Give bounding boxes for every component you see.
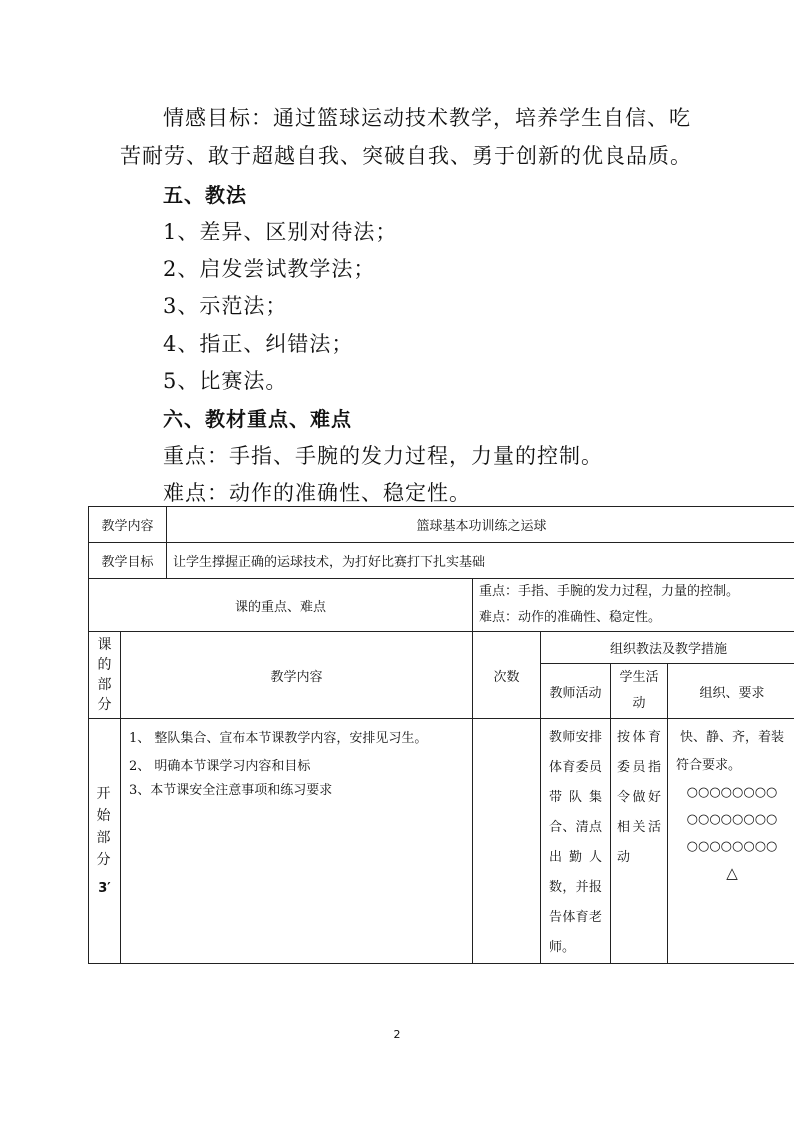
student-line: 相关活 — [617, 820, 662, 835]
goal-value: 让学生撑握正确的运球技术，为打好比赛打下扎实基础 — [173, 555, 486, 570]
key-point-paragraph: 重点：手指、手腕的发力过程，力量的控制。 — [163, 444, 603, 468]
teacher-position-icon: △ — [726, 864, 738, 882]
emotion-goal-line2: 苦耐劳、敢于超越自我、突破自我、勇于创新的优良品质。 — [120, 144, 692, 168]
teacher-header-cell — [541, 664, 611, 719]
teacher-line: 告体育老 — [549, 910, 603, 925]
requirement-line: 符合要求。 — [676, 758, 742, 773]
part-header: 课的部分 — [97, 637, 112, 713]
requirement-header: 组织、要求 — [699, 685, 765, 701]
times-value-cell — [473, 719, 541, 964]
teacher-line: 带队集 — [549, 790, 603, 805]
teacher-line: 数，并报 — [549, 880, 603, 895]
formation-row: ○○○○○○○○ — [686, 839, 778, 854]
emotion-goal-line1: 情感目标：通过篮球运动技术教学，培养学生自信、吃 — [163, 106, 691, 130]
part-name: 开始部分 — [96, 786, 111, 868]
key-diff-label-cell — [89, 579, 473, 632]
student-activity-cell — [611, 719, 668, 964]
teacher-header: 教师活动 — [549, 685, 602, 701]
student-line: 委员指 — [617, 760, 662, 775]
difficult-point-paragraph: 难点：动作的准确性、稳定性。 — [163, 481, 471, 505]
content-item: 2、 明确本节课学习内容和目标 — [129, 759, 311, 774]
content-label-cell — [89, 507, 167, 543]
teacher-line: 师。 — [549, 940, 576, 955]
part-name-cell — [89, 719, 121, 964]
requirement-header-cell — [668, 664, 794, 719]
teacher-line: 合、清点 — [549, 820, 603, 835]
teacher-activity-cell — [541, 719, 611, 964]
method-item: 5、比赛法。 — [163, 369, 288, 393]
formation-row: ○○○○○○○○ — [686, 785, 778, 800]
content-header-cell — [121, 632, 473, 719]
requirement-cell — [668, 719, 794, 964]
org-header: 组织教法及教学措施 — [610, 642, 728, 657]
section-5-title: 五、教法 — [163, 183, 247, 207]
content-header: 教学内容 — [270, 669, 323, 685]
teacher-line: 体育委员 — [549, 760, 603, 775]
key-diff-label: 课的重点、难点 — [235, 599, 327, 615]
content-value-cell — [167, 507, 794, 543]
formation-row: ○○○○○○○○ — [686, 812, 778, 827]
times-header-cell — [473, 632, 541, 719]
goal-value-cell — [167, 543, 794, 579]
content-item: 3、本节课安全注意事项和练习要求 — [129, 783, 333, 798]
method-item: 1、差异、区别对待法； — [163, 220, 398, 244]
content-label: 教学内容 — [101, 519, 154, 534]
lesson-plan-table — [88, 506, 794, 964]
content-value: 篮球基本功训练之运球 — [416, 519, 547, 534]
goal-label: 教学目标 — [101, 555, 154, 570]
section-6-title: 六、教材重点、难点 — [163, 407, 352, 431]
student-line: 令做好 — [617, 790, 662, 805]
org-header-cell — [541, 632, 794, 664]
key-value: 重点：手指、手腕的发力过程，力量的控制。 — [479, 584, 740, 599]
key-diff-value-cell — [473, 579, 794, 632]
method-item: 2、启发尝试教学法； — [163, 257, 376, 281]
student-line: 按体育 — [617, 730, 662, 745]
requirement-line: 快、静、齐，着装 — [680, 730, 785, 745]
page-number: 2 — [393, 1028, 401, 1041]
student-line: 动 — [617, 850, 631, 865]
content-list-cell — [121, 719, 473, 964]
student-header-cell — [611, 664, 668, 719]
method-item: 3、示范法； — [163, 294, 288, 318]
goal-label-cell — [89, 543, 167, 579]
diff-value: 难点：动作的准确性、稳定性。 — [479, 610, 662, 625]
method-item: 4、指正、纠错法； — [163, 332, 354, 356]
part-header-cell — [89, 632, 121, 719]
times-header: 次数 — [493, 669, 520, 685]
student-header: 学生活动 — [619, 670, 659, 711]
part-time: 3′ — [98, 881, 111, 896]
teacher-line: 教师安排 — [549, 730, 603, 745]
teacher-line: 出勤人 — [549, 850, 603, 865]
content-item: 1、 整队集合、宣布本节课教学内容，安排见习生。 — [129, 731, 428, 746]
